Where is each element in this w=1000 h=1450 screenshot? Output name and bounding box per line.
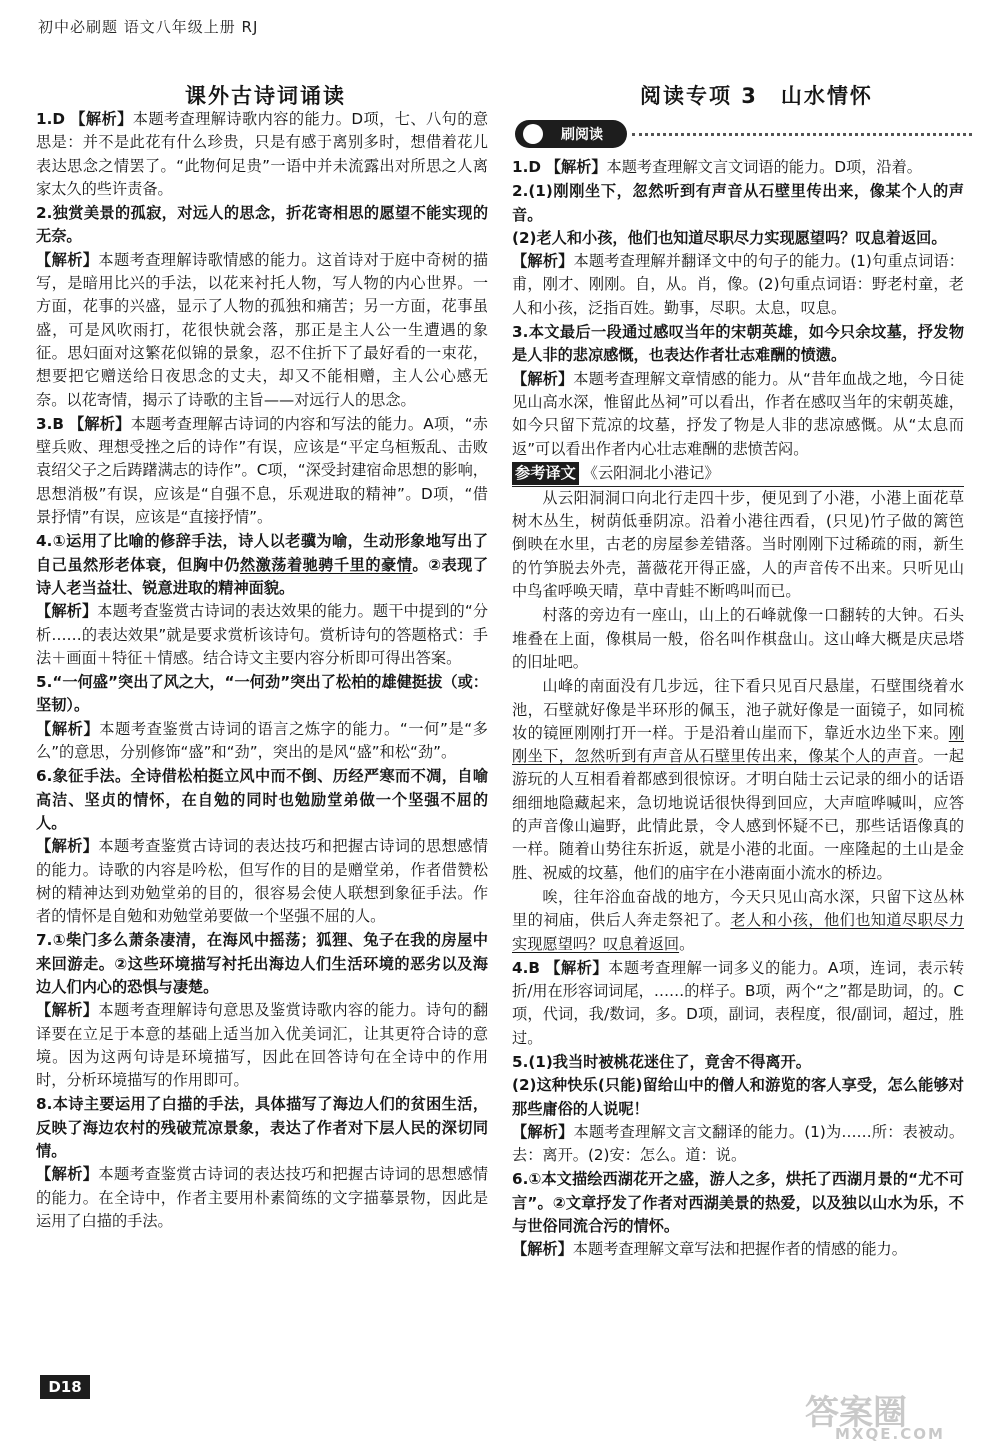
right-section-title: 阅读专项 3 山水情怀 (640, 84, 873, 108)
left-q8: 8.本诗主要运用了白描的手法，具体描写了海边人们的贫困生活，反映了海边农村的残破荒凉景象，表达了作者对下层人民的深切同情。 【解析】本题考查鉴赏古诗词的表达技巧和把握古诗词的思想感情的能力。在全诗中，作者主要用朴素简练的文字描摹景物，因此是运用了白描的手法。 (36, 1095, 489, 1230)
left-q6: 6.象征手法。全诗借松柏挺立风中而不倒、历经严寒而不凋，自喻高洁、坚贞的情怀，在自勉的同时也勉励堂弟做一个坚强不屈的人。 【解析】本题考查鉴赏古诗词的表达技巧和把握古诗词的思想感情的能力。诗歌的内容是吟松，但写作的目的是赠堂弟，作者借赞松树的精神达到劝勉堂弟的目的，很容易会使人联想到象征手法。作者的情怀是自勉和劝勉堂弟要做一个坚强不屈的人。 (36, 767, 489, 926)
watermark-logo: 答案圈 (805, 1393, 907, 1433)
left-q2: 2.独赏美景的孤寂，对远人的思念，折花寄相思的愿望不能实现的无奈。 【解析】本题考查理解诗歌情感的能力。这首诗对于庭中奇树的描写，是暗用比兴的手法，以花来衬托人物，写人物的内心世界。一方面，花事的兴盛，显示了人物的孤独和痛苦；另一方面，花事虽盛，可是风吹雨打，花很快就会落，那正是主人公一生遭遇的象征。思妇面对这繁花似锦的景象，忍不住折下了最好看的一束花，想要把它赠送给日夜思念的丈夫，却又不能相赠，主人公心感无奈。以花寄情，揭示了诗歌的主旨——对远行人的思念。 (36, 204, 489, 409)
left-column (36, 108, 488, 1234)
left-q5: 5.“一何盛”突出了风之大，“一何劲”突出了松柏的雄健挺拔（或：坚韧）。 【解析】本题考查鉴赏古诗词的语言之炼字的能力。“一何”是“多么”的意思，分别修饰“盛”和“劲”，突出的是风“盛”和松“劲”。 (36, 673, 488, 762)
translation-para-4: 唉，往年浴血奋战的地方，今天只见山高水深，只留下这丛林里的祠庙，供后人奔走祭祀了。老人和小孩，他们也知道尽职尽力实现愿望吗？叹息着返回。 (512, 887, 965, 953)
translation-para-3: 山峰的南面没有几步远，往下看只见百尺悬崖，石壁围绕着水池，石壁就好像是半环形的佩玉，池子就好像是一面镜子，如同梳妆的镜匣刚刚打开一样。于是沿着山崖而下，靠近水边坐下来。刚刚坐下，忽然听到有声音从石壁里传出来，像某个人的声音。一起游玩的人互相看着都感到很惊讶。才明白陆士云记录的细小的话语细细地隐藏起来，急切地说话很快得到回应，大声喧哗喊叫，应答的声音像山遍野，此情此景，令人感到怀疑不已，那些话语像真的一样。随着山势往东折返，就是小港的北面。一座隆起的土山是金胜、祝威的坟墓，他们的庙宇在小港南面小流水的桥边。 (512, 677, 965, 882)
right-column (512, 156, 964, 1263)
left-section-title: 课外古诗词诵读 (185, 84, 346, 108)
left-q3: 3.B 【解析】本题考查理解古诗词的内容和写法的能力。A项，“赤壁兵败、理想受挫之后的诗作”有误，应该是“平定乌桓叛乱、击败袁绍父子之后踌躇满志的诗作”。C项，“深受封建宿命思想的影响，思想消极”有误，应该是“自强不息，乐观进取的精神”。D项，“借景抒情”有误，应该是“直接抒情”。 (36, 414, 488, 527)
left-q1: 1.D 【解析】本题考查理解诗歌内容的能力。D项，七、八句的意思是：并不是此花有什么珍贵，只是有感于离别多时，想借着花儿表达思念之情罢了。“此物何足贵”一语中并未流露出对所思之人离家太久的些许责备。 (36, 110, 489, 198)
running-head: 初中必刷题 语文八年级上册 RJ (38, 18, 259, 36)
watermark-url: MXQE.COM (835, 1425, 945, 1443)
badge-label: 刷阅读 (561, 127, 603, 143)
dotted-divider (632, 133, 972, 136)
right-q6: 6.①本文描绘西湖花开之盛，游人之多，烘托了西湖月景的“尤不可言”。②文章抒发了作者对西湖美景的热爱，以及独以山水为乐，不与世俗同流合污的情怀。 【解析】本题考查理解文章写法和把握作者的情感的能力。 (512, 1170, 964, 1259)
right-q5: 5.(1)我当时被桃花迷住了，竟舍不得离开。 (2)这种快乐(只能)留给山中的僧人和游览的客人享受，怎么能够对那些庸俗的人说呢！ 【解析】本题考查理解文言文翻译的能力。(1)为……所：表被动。去：离开。(2)安：怎么。道：说。 (512, 1052, 965, 1165)
right-q1: 1.D 【解析】本题考查理解文言文词语的能力。D项，沿着。 (512, 158, 922, 176)
page-number: D18 (40, 1375, 90, 1399)
read-badge (515, 120, 627, 148)
translation-header (512, 462, 964, 487)
left-q7: 7.①柴门多么萧条凄清，在海风中摇荡；狐狸、兔子在我的房屋中来回游走。②这些环境描写衬托出海边人们生活环境的恶劣以及海边人们内心的恐惧与凄楚。 【解析】本题考查理解诗句意思及鉴赏诗歌内容的能力。诗句的翻译要在立足于本意的基础上适当加入优美词汇，让其更符合诗的意境。因为这两句诗是环境描写，因此在回答诗句在全诗中的作用时，分析环境描写的作用即可。 (36, 931, 489, 1090)
right-q3: 3.本文最后一段通过感叹当年的宋朝英雄，如今只余坟墓，抒发物是人非的悲凉感慨，也表达作者壮志难酬的愤懑。 【解析】本题考查理解文章情感的能力。从“昔年血战之地，今日徒见山高水深，惟留此丛祠”可以看出，作者在感叹当年的宋朝英雄，如今只留下荒凉的坟墓，抒发了物是人非的悲凉感慨。从“太息而返”可以看出作者内心壮志难酬的悲愤苦闷。 (512, 323, 965, 458)
right-q2: 2.(1)刚刚坐下，忽然听到有声音从石壁里传出来，像某个人的声音。 (2)老人和小孩，他们也知道尽职尽力实现愿望吗？叹息着返回。 【解析】本题考查理解并翻译文中的句子的能力。(1)句重点词语：甫，刚才、刚刚。自，从。肖，像。(2)句重点词语：野老村童，老人和小孩，泛指百姓。勤事，尽职。太息，叹息。 (512, 182, 964, 317)
right-q4: 4.B 【解析】本题考查理解一词多义的能力。A项，连词，表示转折/用在形容词词尾，……的样子。B项，两个“之”都是助词，的。C项，代词，我/数词，多。D项，副词，表程度，很/副词，超过，胜过。 (512, 958, 965, 1047)
book-icon (523, 124, 543, 144)
translation-tag: 参考译文 (512, 462, 579, 485)
translation-para-1: 从云阳洞洞口向北行走四十步，便见到了小港，小港上面花草树木丛生，树荫低垂阴凉。沿着小港往西看，(只见)竹子做的篱笆倒映在水里，古老的房屋参差错落。当时刚刚下过稀疏的雨，新生的竹笋脱去外壳，蔷薇花开得正盛，人的声音传不出来。只听见山中鸟雀呼唤天晴，草中青蛙不断鸣叫而已。 (512, 488, 964, 601)
left-q4: 4.①运用了比喻的修辞手法，诗人以老骥为喻，生动形象地写出了自己虽然形老体衰，但胸中仍然激荡着驰骋千里的豪情。②表现了诗人老当益壮、锐意进取的精神面貌。 【解析】本题考查鉴赏古诗词的表达效果的能力。题干中提到的“分析……的表达效果”就是要求赏析该诗句。赏析诗句的答题格式：手法＋画面＋特征＋情感。结合诗文主要内容分析即可得出答案。 (36, 532, 489, 667)
translation-title: 《云阳洞北小港记》 (582, 463, 720, 482)
translation-para-2: 村落的旁边有一座山，山上的石峰就像一口翻转的大钟。石头堆叠在上面，像棋局一般，俗名叫作棋盘山。这山峰大概是庆忌塔的旧址吧。 (512, 606, 964, 671)
